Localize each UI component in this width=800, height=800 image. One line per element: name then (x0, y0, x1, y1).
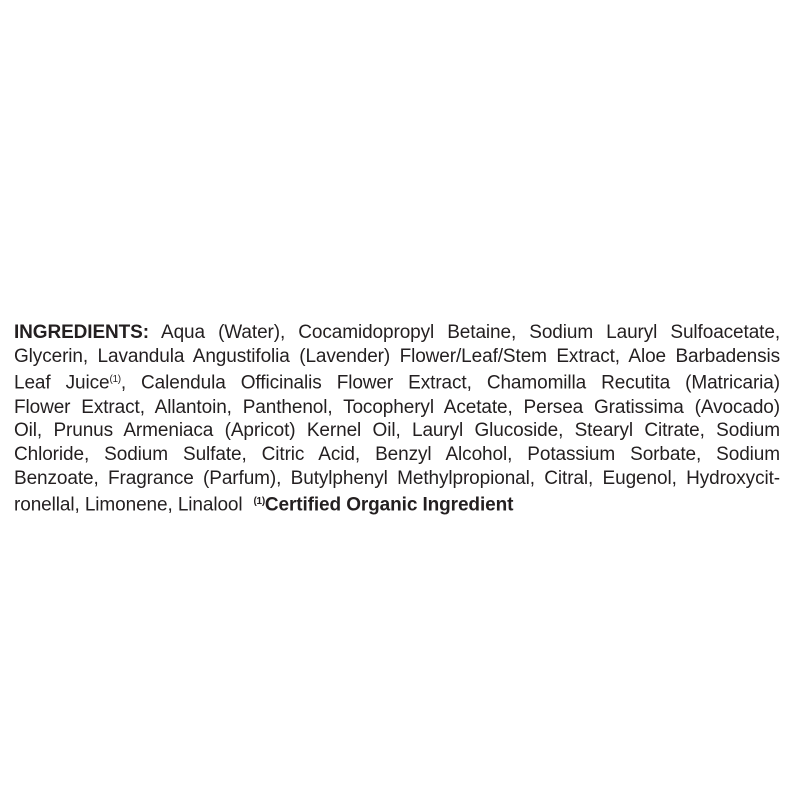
ingredients-text-segment: Chloride, Sodium Sulfate, Citric Acid, Benzyl Alcohol, Potassium Sorbate, Sodium (14, 444, 780, 466)
ingredients-text-segment: Aqua (Water), Cocamidopropyl Betaine, Sodium Lauryl Sulfoacetate, (148, 322, 780, 343)
ingredients-heading: INGREDIENTS: (14, 322, 149, 343)
footnote-marker-superscript: (1) (253, 496, 265, 508)
ingredients-text-segment: ronellal, Limonene, Linalool (14, 494, 243, 516)
ingredients-text-segment: , Calendula Officinalis Flower Extract, Chamomilla Recutita (Matricaria) (120, 372, 780, 394)
ingredients-line-5 (14, 419, 780, 443)
ingredients-line-1 (14, 321, 780, 345)
ingredients-line-3 (14, 368, 780, 395)
ingredients-line-6 (14, 443, 780, 467)
footnote-text: Certified Organic Ingredient (264, 494, 514, 516)
ingredients-text-segment: Glycerin, Lavandula Angustifolia (Lavender) Flower/Leaf/Stem Extract, Aloe Barbadensis (14, 345, 780, 367)
ingredients-line-2 (14, 345, 780, 369)
ingredients-text-segment: Flower Extract, Allantoin, Panthenol, Tocopheryl Acetate, Persea Gratissima (Avocado) (14, 396, 780, 418)
ingredients-line-8 (14, 490, 780, 517)
ingredients-text-segment: Benzoate, Fragrance (Parfum), Butylphenyl Methylpropional, Citral, Eugenol, Hydroxycit- (14, 467, 780, 489)
footnote-marker-superscript: (1) (109, 374, 121, 386)
ingredients-text-segment: Oil, Prunus Armeniaca (Apricot) Kernel Oil, Lauryl Glucoside, Stearyl Citrate, Sodium (14, 420, 780, 442)
ingredients-line-4 (14, 396, 780, 420)
ingredients-line-7 (14, 467, 780, 491)
ingredients-panel (14, 321, 780, 518)
ingredients-text-segment: Leaf Juice (14, 372, 110, 394)
